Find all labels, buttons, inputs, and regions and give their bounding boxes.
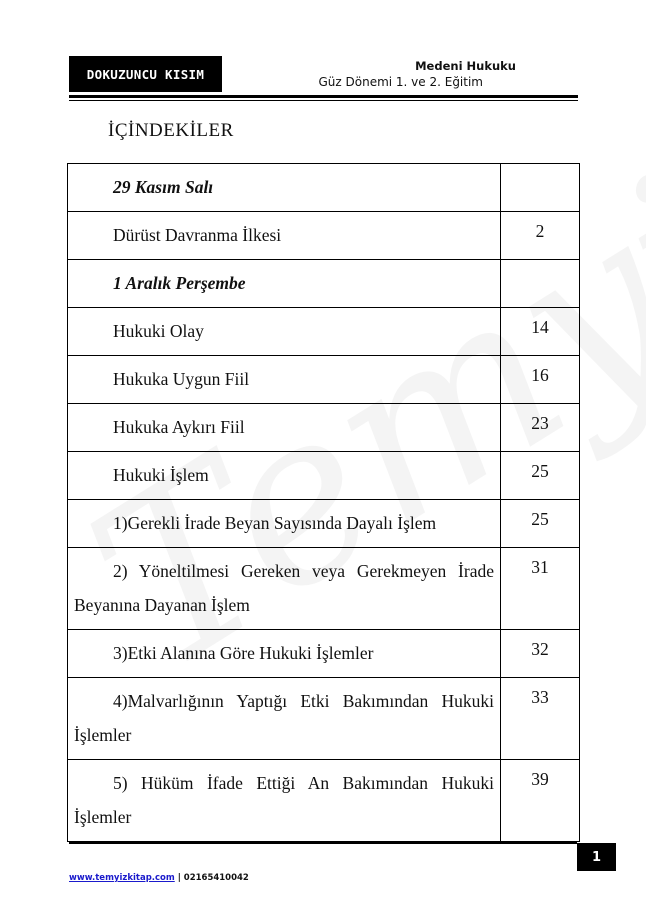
phone-number: 02165410042 xyxy=(183,873,249,883)
toc-row xyxy=(68,760,580,842)
part-label-badge xyxy=(69,56,222,92)
toc-page-number: 14 xyxy=(501,308,580,356)
toc-entry-title: Hukuki İşlem xyxy=(68,452,501,500)
toc-row xyxy=(68,260,580,308)
toc-row xyxy=(68,630,580,678)
footer-separator: | xyxy=(174,873,184,883)
toc-row xyxy=(68,500,580,548)
toc-page-number: 2 xyxy=(501,212,580,260)
toc-entry-title: Hukuki Olay xyxy=(68,308,501,356)
toc-page-number: 33 xyxy=(501,678,580,760)
toc-entry-title: Hukuka Uygun Fiil xyxy=(68,356,501,404)
page-number-badge xyxy=(577,843,616,871)
toc-entry-title: Hukuka Aykırı Fiil xyxy=(68,404,501,452)
header-rule-thick xyxy=(69,95,578,98)
footer-contact xyxy=(69,873,249,883)
toc-entry-title: 4)Malvarlığının Yaptığı Etki Bakımından Hukuki İşlemler xyxy=(68,678,501,760)
toc-date-heading: 1 Aralık Perşembe xyxy=(68,260,501,308)
toc-row xyxy=(68,452,580,500)
toc-row xyxy=(68,404,580,452)
toc-date-heading: 29 Kasım Salı xyxy=(68,164,501,212)
part-label: DOKUZUNCU KISIM xyxy=(86,66,205,82)
toc-row xyxy=(68,308,580,356)
toc-page-number: 32 xyxy=(501,630,580,678)
toc-row xyxy=(68,548,580,630)
toc-table xyxy=(67,163,580,842)
toc-page-number: 31 xyxy=(501,548,580,630)
toc-entry-title: 5) Hüküm İfade Ettiği An Bakımından Hukuki İşlemler xyxy=(68,760,501,842)
toc-row xyxy=(68,164,580,212)
toc-page-number xyxy=(501,260,580,308)
footer-rule xyxy=(69,842,577,844)
toc-page-number: 39 xyxy=(501,760,580,842)
toc-entry-title: Dürüst Davranma İlkesi xyxy=(68,212,501,260)
course-subtitle: Güz Dönemi 1. ve 2. Eğitim xyxy=(318,75,483,89)
toc-heading: İÇİNDEKİLER xyxy=(108,120,234,141)
website-link[interactable]: www.temyizkitap.com xyxy=(69,873,175,883)
toc-row xyxy=(68,356,580,404)
toc-row xyxy=(68,212,580,260)
toc-page-number xyxy=(501,164,580,212)
toc-page-number: 25 xyxy=(501,452,580,500)
toc-page-number: 25 xyxy=(501,500,580,548)
toc-row xyxy=(68,678,580,760)
page-number: 1 xyxy=(591,849,602,865)
toc-page-number: 23 xyxy=(501,404,580,452)
toc-entry-title: 2) Yöneltilmesi Gereken veya Gerekmeyen İrade Beyanına Dayanan İşlem xyxy=(68,548,501,630)
course-title: Medeni Hukuku xyxy=(415,59,516,73)
toc-entry-title: 3)Etki Alanına Göre Hukuki İşlemler xyxy=(68,630,501,678)
toc-entry-title: 1)Gerekli İrade Beyan Sayısında Dayalı İşlem xyxy=(68,500,501,548)
header-rule-thin xyxy=(69,100,578,101)
toc-page-number: 16 xyxy=(501,356,580,404)
